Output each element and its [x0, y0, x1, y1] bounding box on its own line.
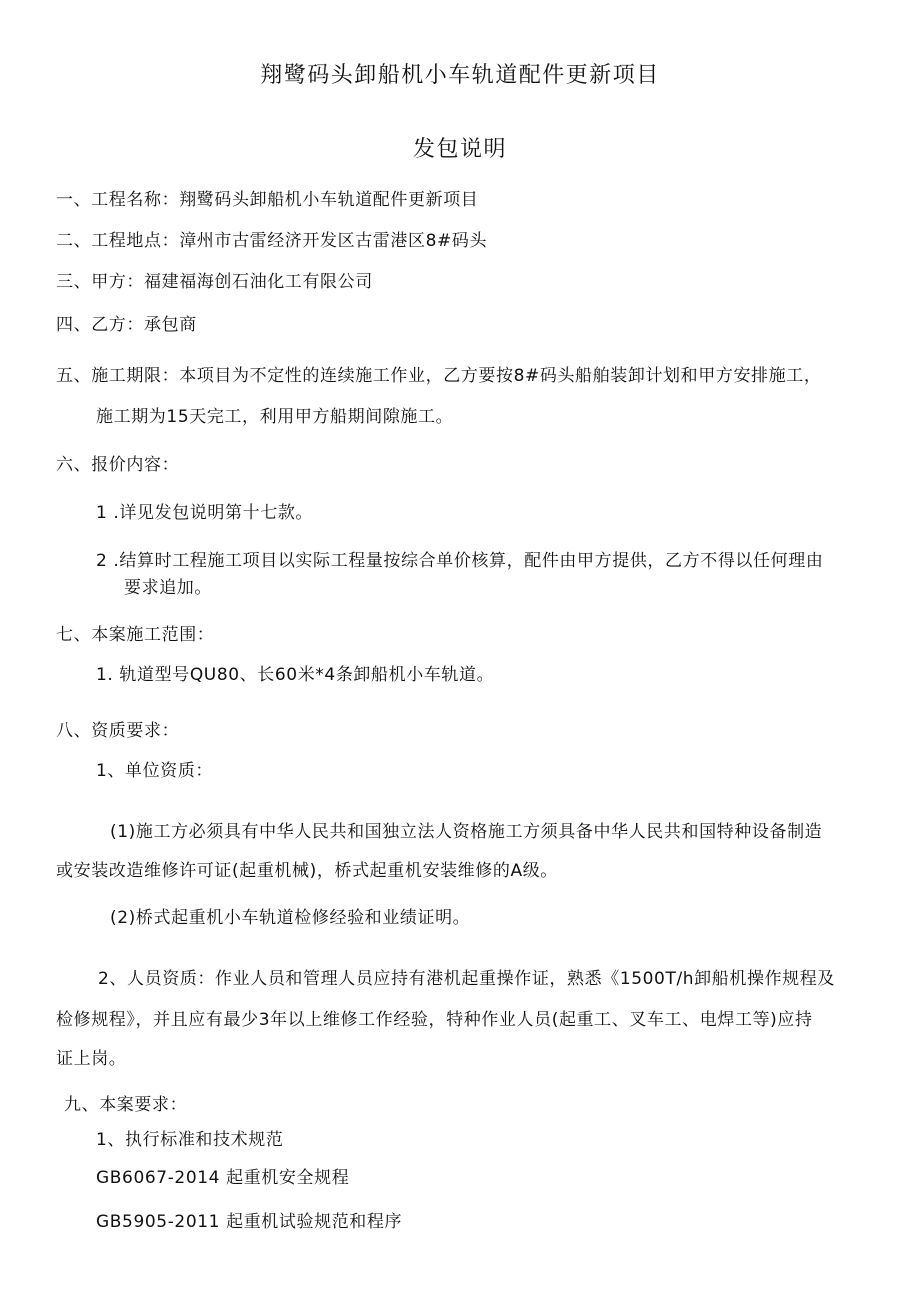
section-7-item-1: 1. 轨道型号QU80、长60米*4条卸船机小车轨道。 — [96, 665, 495, 685]
section-4-party-b: 四、乙方：承包商 — [56, 315, 197, 335]
section-8-unit-item-1-continuation: 或安装改造维修许可证(起重机械)，桥式起重机安装维修的A级。 — [56, 861, 558, 881]
section-2-project-location: 二、工程地点：漳州市古雷经济开发区古雷港区8#码头 — [56, 231, 488, 251]
section-8-unit-item-2: (2)桥式起重机小车轨道检修经验和业绩证明。 — [110, 908, 471, 928]
section-7-construction-scope: 七、本案施工范围： — [56, 625, 215, 645]
section-6-item-2: 2 .结算时工程施工项目以实际工程量按综合单价核算，配件由甲方提供，乙方不得以任何理由 — [96, 551, 824, 571]
section-8-unit-qualification: 1、单位资质： — [96, 761, 214, 781]
section-6-item-2-continuation: 要求追加。 — [124, 578, 212, 598]
standard-gb6067: GB6067-2014 起重机安全规程 — [96, 1168, 350, 1188]
section-6-quotation-content: 六、报价内容： — [56, 455, 180, 475]
section-8-unit-item-1: (1)施工方必须具有中华人民共和国独立法人资格施工方须具备中华人民共和国特种设备制造 — [110, 822, 823, 842]
document-subtitle: 发包说明 — [412, 137, 507, 162]
section-8-personnel-continuation: 检修规程》，并且应有最少3年以上维修工作经验，特种作业人员(起重工、叉车工、电焊工等)应持 — [56, 1010, 813, 1030]
section-5-continuation: 施工期为15天完工，利用甲方船期间隙施工。 — [96, 407, 454, 427]
section-3-party-a: 三、甲方：福建福海创石油化工有限公司 — [56, 272, 373, 292]
section-6-item-1: 1 .详见发包说明第十七款。 — [96, 503, 314, 523]
section-1-project-name: 一、工程名称：翔鹭码头卸船机小车轨道配件更新项目 — [56, 190, 479, 210]
standard-gb5905: GB5905-2011 起重机试验规范和程序 — [96, 1212, 403, 1232]
document-title: 翔鹭码头卸船机小车轨道配件更新项目 — [260, 63, 660, 88]
section-5-construction-period: 五、施工期限：本项目为不定性的连续施工作业，乙方要按8#码头船舶装卸计划和甲方安排施工， — [56, 366, 822, 386]
section-9-case-requirements: 九、本案要求： — [64, 1095, 188, 1115]
section-8-qualification: 八、资质要求： — [56, 721, 180, 741]
section-9-item-1: 1、执行标准和技术规范 — [96, 1130, 284, 1150]
section-8-personnel-continuation-2: 证上岗。 — [56, 1049, 127, 1069]
section-8-personnel-qualification: 2、人员资质：作业人员和管理人员应持有港机起重操作证，熟悉《1500T/h卸船机操作规程及 — [98, 969, 835, 989]
